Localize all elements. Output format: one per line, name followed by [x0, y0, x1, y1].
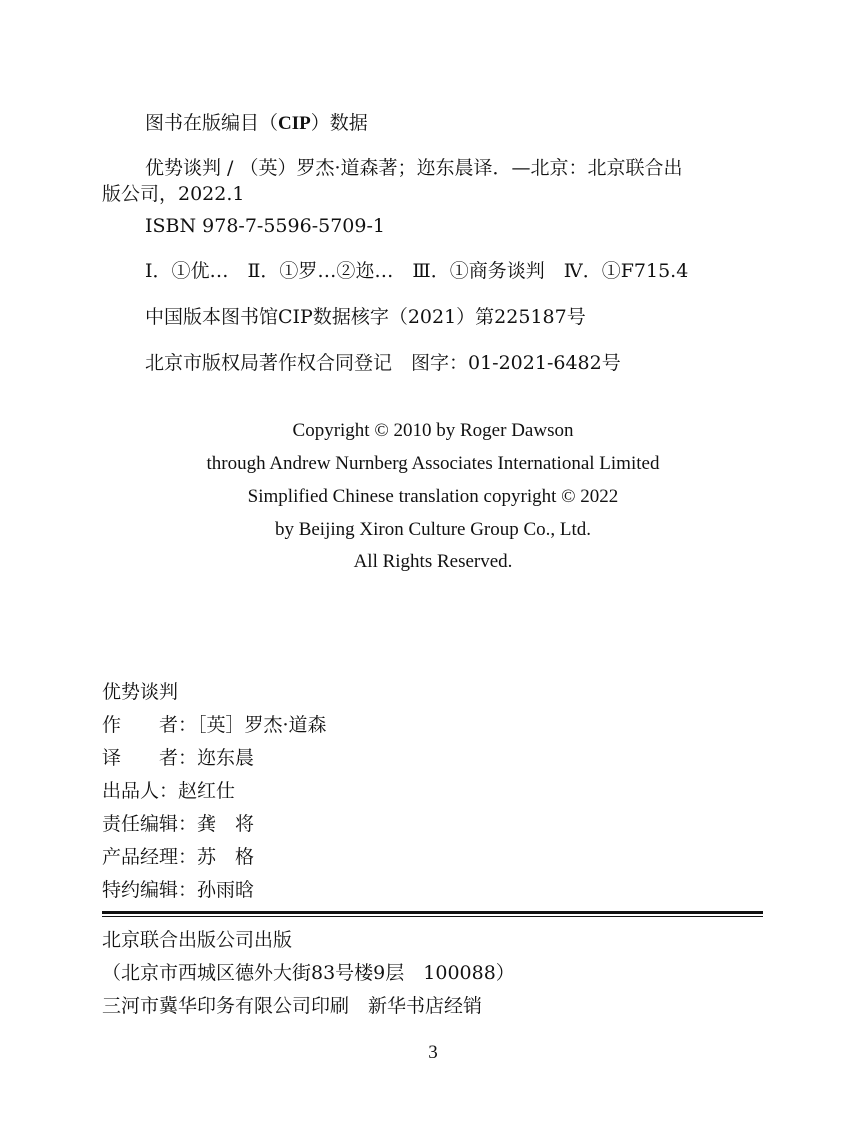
credits-book-title: 优势谈判 — [102, 681, 179, 703]
author-value: ［英］罗杰·道森 — [197, 714, 327, 736]
credits-editor — [102, 812, 254, 836]
cip-title-line-1: 优势谈判 / （英）罗杰·道森著；迩东晨译．—北京：北京联合出 — [145, 157, 683, 179]
product-manager-value: 苏 格 — [197, 846, 255, 868]
copyright-line-2: through Andrew Nurnberg Associates International Limited — [206, 453, 660, 474]
credits-publisher-person — [102, 779, 235, 803]
cip-heading-bold: CIP — [278, 113, 311, 134]
copyright-line-4: by Beijing Xiron Culture Group Co., Ltd. — [274, 519, 592, 540]
cip-isbn: ISBN 978-7-5596-5709-1 — [145, 215, 385, 237]
page-number: 3 — [428, 1042, 438, 1063]
cip-copyright-registration: 北京市版权局著作权合同登记 图字：01-2021-6482号 — [145, 352, 621, 374]
cip-subjects: Ⅰ．①优… Ⅱ．①罗…②迩… Ⅲ．①商务谈判 Ⅳ．①F715.4 — [145, 260, 689, 282]
credits-special-editor — [102, 878, 254, 902]
divider-thin — [102, 916, 763, 917]
credits-author — [102, 713, 327, 737]
translator-value: 迩东晨 — [197, 747, 255, 769]
copyright-line-5: All Rights Reserved. — [353, 551, 513, 572]
author-label: 作 者： — [102, 714, 198, 736]
translator-label: 译 者： — [102, 747, 198, 769]
copyright-line-1: Copyright © 2010 by Roger Dawson — [292, 420, 574, 441]
publisher-line-3: 三河市冀华印务有限公司印刷 新华书店经销 — [102, 995, 483, 1017]
cip-title-line-2: 版公司，2022.1 — [102, 183, 245, 205]
special-editor-value: 孙雨晗 — [197, 879, 255, 901]
credits-product-manager — [102, 845, 254, 869]
divider-thick — [102, 911, 763, 914]
editor-label: 责任编辑： — [102, 813, 198, 835]
publisher-line-2: （北京市西城区德外大街83号楼9层 100088） — [102, 962, 515, 984]
special-editor-label: 特约编辑： — [102, 879, 198, 901]
copyright-line-3: Simplified Chinese translation copyright © 2022 — [247, 486, 619, 507]
publisher-person-label: 出品人： — [102, 780, 179, 802]
editor-value: 龚 将 — [197, 813, 255, 835]
publisher-person-value: 赵红仕 — [178, 780, 236, 802]
cip-heading: 图书在版编目（CIP）数据 — [145, 112, 368, 134]
publisher-line-1: 北京联合出版公司出版 — [102, 929, 293, 951]
cip-number: 中国版本图书馆CIP数据核字（2021）第225187号 — [145, 306, 586, 328]
product-manager-label: 产品经理： — [102, 846, 198, 868]
credits-translator — [102, 746, 254, 770]
